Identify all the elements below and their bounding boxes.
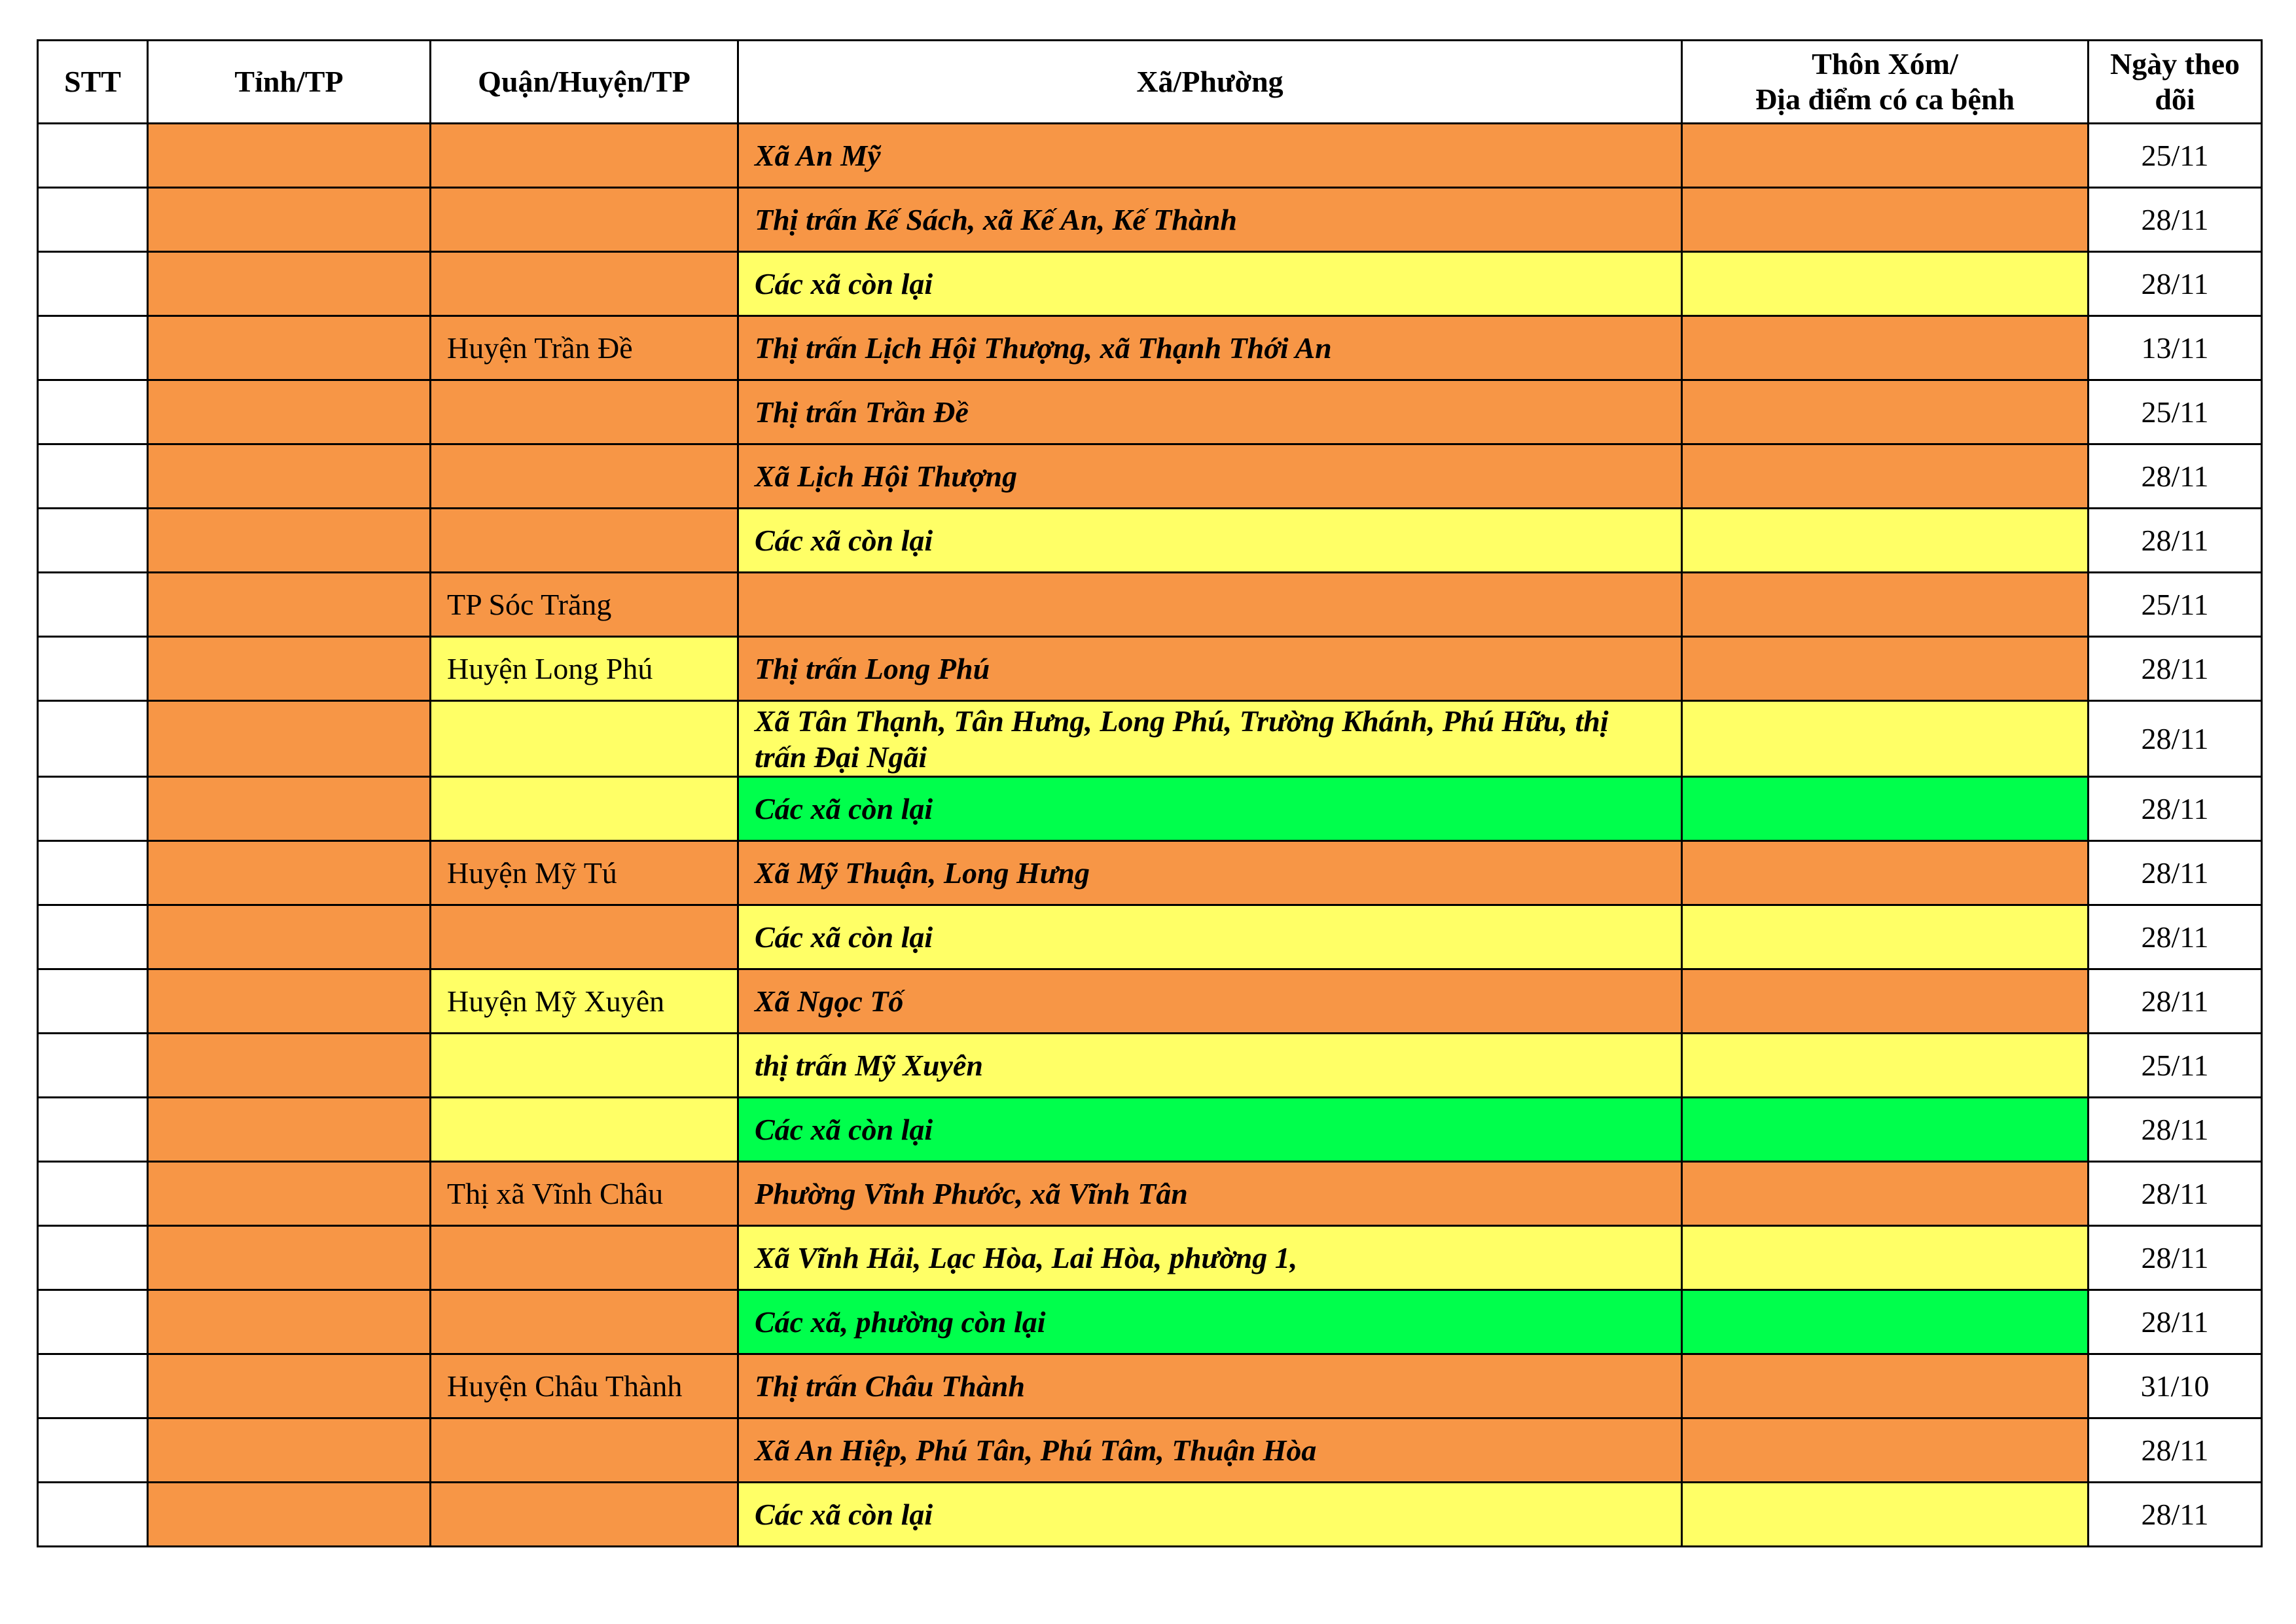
commune-cell (738, 573, 1682, 637)
header-district: Quận/Huyện/TP (431, 41, 738, 124)
village-cell (1682, 1354, 2089, 1418)
village-cell (1682, 1483, 2089, 1547)
district-cell: Huyện Trần Đề (431, 316, 738, 380)
stt-cell (38, 777, 148, 841)
stt-cell (38, 1162, 148, 1226)
date-cell: 28/11 (2089, 509, 2262, 573)
province-cell (148, 1162, 431, 1226)
province-cell (148, 188, 431, 252)
commune-cell: Thị trấn Lịch Hội Thượng, xã Thạnh Thới An (738, 316, 1682, 380)
commune-cell: Xã Mỹ Thuận, Long Hưng (738, 841, 1682, 905)
village-cell (1682, 969, 2089, 1034)
stt-cell (38, 1226, 148, 1290)
header-village-line2: Địa điểm có ca bệnh (1755, 82, 2015, 116)
commune-cell: Xã Tân Thạnh, Tân Hưng, Long Phú, Trường Khánh, Phú Hữu, thị trấn Đại Ngãi (738, 701, 1682, 777)
village-cell (1682, 1226, 2089, 1290)
stt-cell (38, 905, 148, 969)
stt-cell (38, 573, 148, 637)
table-row (38, 316, 2262, 380)
stt-cell (38, 509, 148, 573)
district-cell (431, 905, 738, 969)
table-row (38, 444, 2262, 509)
district-cell: TP Sóc Trăng (431, 573, 738, 637)
commune-cell: Các xã còn lại (738, 1098, 1682, 1162)
commune-cell: Thị trấn Kế Sách, xã Kế An, Kế Thành (738, 188, 1682, 252)
table-row (38, 509, 2262, 573)
village-cell (1682, 637, 2089, 701)
province-cell (148, 1034, 431, 1098)
district-cell: Huyện Long Phú (431, 637, 738, 701)
district-cell: Huyện Mỹ Xuyên (431, 969, 738, 1034)
village-cell (1682, 905, 2089, 969)
stt-cell (38, 1098, 148, 1162)
header-date-line1: Ngày theo (2109, 47, 2240, 81)
table-row (38, 1226, 2262, 1290)
table-row (38, 905, 2262, 969)
village-cell (1682, 188, 2089, 252)
district-cell (431, 380, 738, 444)
commune-cell: Các xã còn lại (738, 905, 1682, 969)
date-cell: 28/11 (2089, 969, 2262, 1034)
province-cell (148, 380, 431, 444)
district-cell (431, 252, 738, 316)
table-row (38, 1418, 2262, 1483)
stt-cell (38, 1290, 148, 1354)
province-cell (148, 316, 431, 380)
date-cell: 25/11 (2089, 1034, 2262, 1098)
commune-cell: Xã Vĩnh Hải, Lạc Hòa, Lai Hòa, phường 1, (738, 1226, 1682, 1290)
commune-cell: Các xã, phường còn lại (738, 1290, 1682, 1354)
date-cell: 28/11 (2089, 1162, 2262, 1226)
table-row (38, 969, 2262, 1034)
province-cell (148, 573, 431, 637)
village-cell (1682, 1290, 2089, 1354)
table-row (38, 1290, 2262, 1354)
table-row (38, 777, 2262, 841)
village-cell (1682, 573, 2089, 637)
table-row (38, 1354, 2262, 1418)
date-cell: 28/11 (2089, 1418, 2262, 1483)
commune-cell: Các xã còn lại (738, 509, 1682, 573)
stt-cell (38, 1483, 148, 1547)
district-cell (431, 1483, 738, 1547)
header-province: Tỉnh/TP (148, 41, 431, 124)
header-village (1682, 41, 2089, 124)
date-cell: 28/11 (2089, 701, 2262, 777)
province-cell (148, 701, 431, 777)
village-cell (1682, 252, 2089, 316)
district-cell (431, 1418, 738, 1483)
district-cell (431, 124, 738, 188)
covid-risk-table (37, 39, 2263, 1547)
district-cell: Huyện Châu Thành (431, 1354, 738, 1418)
commune-cell: Thị trấn Châu Thành (738, 1354, 1682, 1418)
district-cell (431, 444, 738, 509)
district-cell (431, 188, 738, 252)
village-cell (1682, 777, 2089, 841)
date-cell: 25/11 (2089, 380, 2262, 444)
province-cell (148, 1226, 431, 1290)
table-row (38, 1098, 2262, 1162)
province-cell (148, 1354, 431, 1418)
date-cell: 25/11 (2089, 124, 2262, 188)
table-row (38, 1034, 2262, 1098)
table-row (38, 252, 2262, 316)
table-row (38, 188, 2262, 252)
date-cell: 28/11 (2089, 1226, 2262, 1290)
date-cell: 28/11 (2089, 188, 2262, 252)
stt-cell (38, 444, 148, 509)
header-date (2089, 41, 2262, 124)
date-cell: 13/11 (2089, 316, 2262, 380)
stt-cell (38, 252, 148, 316)
table-row (38, 701, 2262, 777)
village-cell (1682, 316, 2089, 380)
province-cell (148, 124, 431, 188)
commune-cell: Xã An Mỹ (738, 124, 1682, 188)
table-row (38, 573, 2262, 637)
district-cell (431, 1098, 738, 1162)
stt-cell (38, 1418, 148, 1483)
village-cell (1682, 380, 2089, 444)
stt-cell (38, 637, 148, 701)
commune-cell: Thị trấn Trần Đề (738, 380, 1682, 444)
header-date-line2: dõi (2155, 82, 2195, 116)
village-cell (1682, 444, 2089, 509)
commune-cell: Phường Vĩnh Phước, xã Vĩnh Tân (738, 1162, 1682, 1226)
village-cell (1682, 1418, 2089, 1483)
table-row (38, 841, 2262, 905)
stt-cell (38, 969, 148, 1034)
stt-cell (38, 380, 148, 444)
date-cell: 28/11 (2089, 905, 2262, 969)
table-row (38, 1483, 2262, 1547)
date-cell: 28/11 (2089, 1483, 2262, 1547)
stt-cell (38, 701, 148, 777)
date-cell: 28/11 (2089, 1098, 2262, 1162)
district-cell (431, 777, 738, 841)
header-village-line1: Thôn Xóm/ (1812, 47, 1958, 81)
province-cell (148, 905, 431, 969)
province-cell (148, 969, 431, 1034)
stt-cell (38, 188, 148, 252)
stt-cell (38, 1354, 148, 1418)
district-cell (431, 509, 738, 573)
commune-cell: Xã An Hiệp, Phú Tân, Phú Tâm, Thuận Hòa (738, 1418, 1682, 1483)
stt-cell (38, 124, 148, 188)
table-row (38, 124, 2262, 188)
table-row (38, 380, 2262, 444)
date-cell: 28/11 (2089, 637, 2262, 701)
district-cell: Thị xã Vĩnh Châu (431, 1162, 738, 1226)
commune-cell: Xã Ngọc Tố (738, 969, 1682, 1034)
date-cell: 28/11 (2089, 777, 2262, 841)
header-stt: STT (38, 41, 148, 124)
commune-cell: thị trấn Mỹ Xuyên (738, 1034, 1682, 1098)
province-cell (148, 444, 431, 509)
village-cell (1682, 124, 2089, 188)
date-cell: 28/11 (2089, 841, 2262, 905)
village-cell (1682, 509, 2089, 573)
province-cell (148, 509, 431, 573)
village-cell (1682, 1034, 2089, 1098)
stt-cell (38, 316, 148, 380)
province-cell (148, 841, 431, 905)
district-cell (431, 1034, 738, 1098)
province-cell (148, 1483, 431, 1547)
village-cell (1682, 1098, 2089, 1162)
stt-cell (38, 1034, 148, 1098)
province-cell (148, 252, 431, 316)
date-cell: 28/11 (2089, 1290, 2262, 1354)
date-cell: 28/11 (2089, 444, 2262, 509)
commune-cell: Thị trấn Long Phú (738, 637, 1682, 701)
header-commune: Xã/Phường (738, 41, 1682, 124)
province-cell (148, 1098, 431, 1162)
village-cell (1682, 1162, 2089, 1226)
commune-cell: Các xã còn lại (738, 1483, 1682, 1547)
district-cell: Huyện Mỹ Tú (431, 841, 738, 905)
district-cell (431, 1290, 738, 1354)
date-cell: 31/10 (2089, 1354, 2262, 1418)
district-cell (431, 1226, 738, 1290)
district-cell (431, 701, 738, 777)
commune-cell: Các xã còn lại (738, 777, 1682, 841)
table-row (38, 637, 2262, 701)
commune-cell: Xã Lịch Hội Thượng (738, 444, 1682, 509)
date-cell: 25/11 (2089, 573, 2262, 637)
table-body (38, 124, 2262, 1547)
province-cell (148, 637, 431, 701)
province-cell (148, 777, 431, 841)
province-cell (148, 1290, 431, 1354)
table-row (38, 1162, 2262, 1226)
commune-cell: Các xã còn lại (738, 252, 1682, 316)
stt-cell (38, 841, 148, 905)
date-cell: 28/11 (2089, 252, 2262, 316)
province-cell (148, 1418, 431, 1483)
village-cell (1682, 701, 2089, 777)
header-row (38, 41, 2262, 124)
village-cell (1682, 841, 2089, 905)
